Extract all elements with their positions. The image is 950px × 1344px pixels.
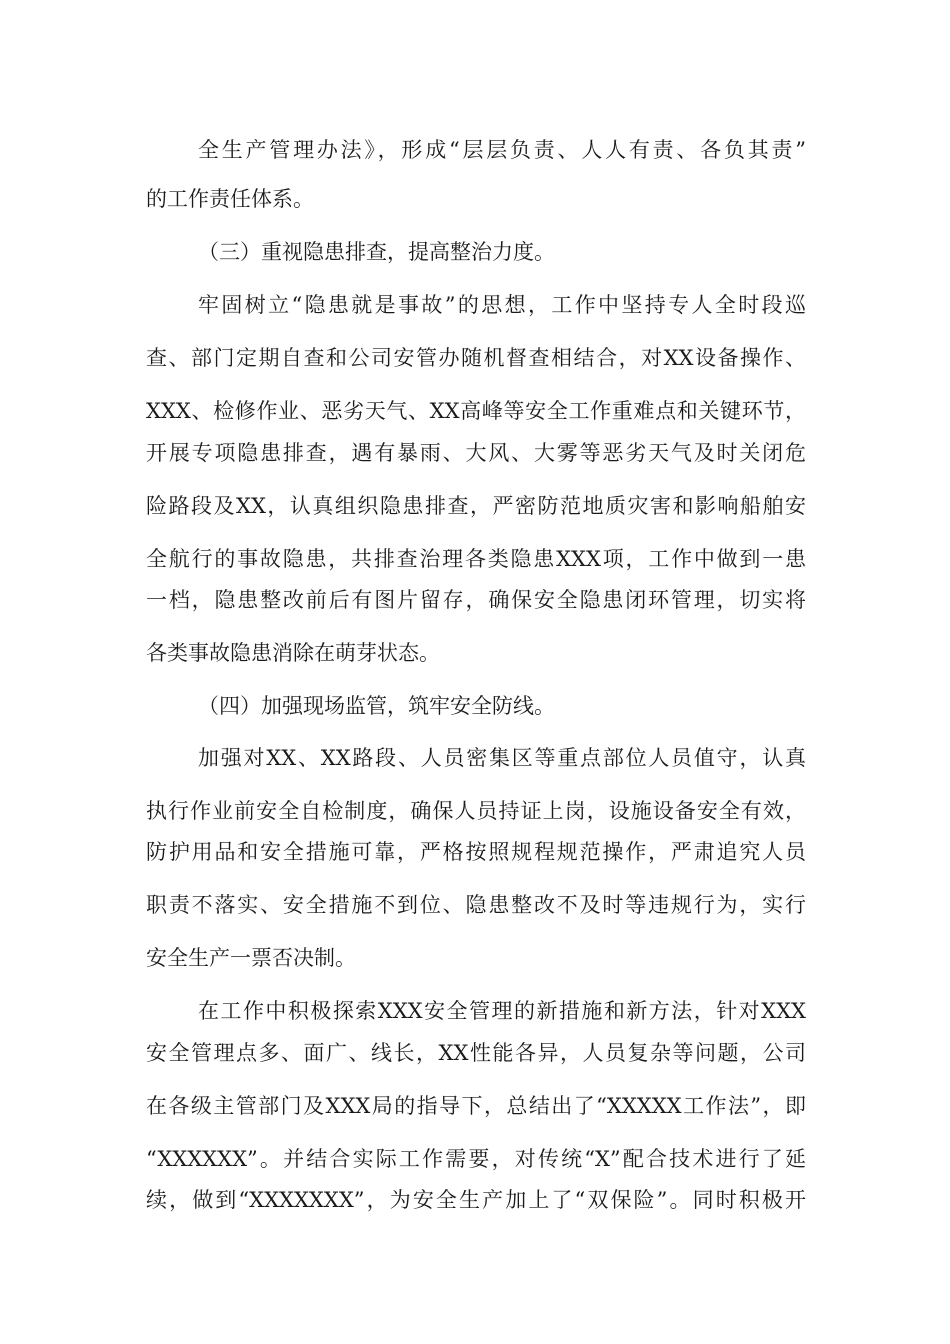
text-line: 执行作业前安全自检制度，确保人员持证上岗，设施设备安全有效， <box>146 799 806 823</box>
section-heading-3: （三）重视隐患排查，提高整治力度。 <box>198 240 555 264</box>
text-line: 险路段及XX，认真组织隐患排查，严密防范地质灾害和影响船舶安 <box>146 494 806 518</box>
text-line: 各类事故隐患消除在萌芽状态。 <box>146 641 440 665</box>
text-line: 安全管理点多、面广、线长，XX性能各异，人员复杂等问题，公司 <box>146 1041 806 1065</box>
text-line: 一档，隐患整改前后有图片留存，确保安全隐患闭环管理，切实将 <box>146 588 806 612</box>
section-heading-4: （四）加强现场监管，筑牢安全防线。 <box>198 694 555 718</box>
text-line: 开展专项隐患排查，遇有暴雨、大风、大雾等恶劣天气及时关闭危 <box>146 441 806 465</box>
text-line: 的工作责任体系。 <box>146 187 314 211</box>
text-line: 牢固树立“隐患就是事故”的思想，工作中坚持专人全时段巡 <box>198 293 806 317</box>
text-line: 续，做到“XXXXXXX”，为安全生产加上了“双保险”。同时积极开 <box>146 1188 806 1212</box>
text-line: XXX、检修作业、恶劣天气、XX高峰等安全工作重难点和关键环节， <box>146 399 806 423</box>
text-line: “XXXXXX”。并结合实际工作需要，对传统“X”配合技术进行了延 <box>146 1147 806 1171</box>
text-line: 在各级主管部门及XXX局的指导下，总结出了“XXXXX工作法”，即 <box>146 1094 806 1118</box>
text-line: 防护用品和安全措施可靠，严格按照规程规范操作，严肃追究人员 <box>146 840 806 864</box>
text-line: 加强对XX、XX路段、人员密集区等重点部位人员值守，认真 <box>198 746 806 770</box>
text-line: 全生产管理办法》，形成“层层负责、人人有责、各负其责” <box>198 138 806 162</box>
text-line: 查、部门定期自查和公司安管办随机督查相结合，对XX设备操作、 <box>146 346 806 370</box>
text-line: 全航行的事故隐患，共排查治理各类隐患XXX项，工作中做到一患 <box>146 547 806 571</box>
text-line: 安全生产一票否决制。 <box>146 946 356 970</box>
text-line: 在工作中积极探索XXX安全管理的新措施和新方法，针对XXX <box>198 999 806 1023</box>
text-line: 职责不落实、安全措施不到位、隐患整改不及时等违规行为，实行 <box>146 893 806 917</box>
